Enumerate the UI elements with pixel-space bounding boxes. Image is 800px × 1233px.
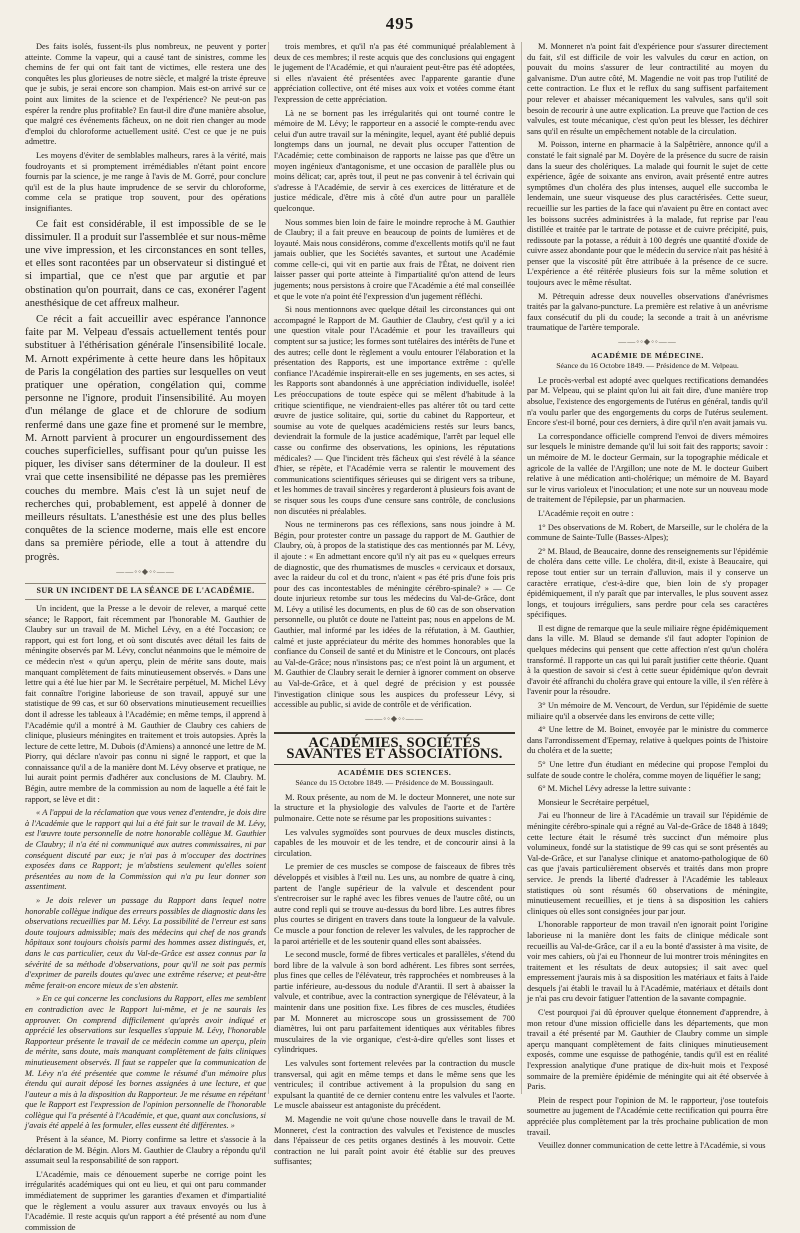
paragraph: Des faits isolés, fussent-ils plus nombreux, ne peuvent y porter atteinte. Comme la vapeur, qui a causé tant de sinistres, comme les chemins de fer qui ont fait tant de victimes, elle restera une des conquêtes les plus glorieuses de notre siècle, et malgré la triste épreuve que je subis, je serai encore son champion. Mais est-on arrivé sur ce point aux limites de la science et de l'expérience? Ne peut-on pas espérer la rendre plus profitable? En faut-il dire d'une manière absolue, que malgré ces événements fâcheux, on ne doit rien changer au mode d'emploi du chloroforme actuellement usité. C'est ce que je ne puis admettre. [25,42,266,147]
paragraph: Plein de respect pour l'opinion de M. le rapporteur, j'ose toutefois soumettre au jugement de l'Académie cette rectification qui pourra être appréciée plus complètement par la très prochaine publication de mon travail. [527,1095,768,1137]
ornamental-divider: ——◦◦◆◦◦—— [618,337,677,347]
paragraph: L'Académie reçoit en outre : [538,508,634,518]
paragraph: 6° M. Michel Lévy adresse la lettre suivante : [538,784,691,794]
section-heading: SUR UN INCIDENT DE LA SÉANCE DE L'ACADÉMIE. [25,583,266,600]
subsection-heading: ACADÉMIE DES SCIENCES. [337,767,452,777]
column-left [25,42,266,1232]
section-title: ACADÉMIES, SOCIÉTÉS SAVANTES ET ASSOCIATIONS. [274,732,515,764]
paragraph: Ce récit a fait accueillir avec espérance l'annonce faite par M. Velpeau d'essais actuellement tentés pour substituer à l'éthérisation générale l'insensibilité locale. M. Arnott expérimente à cette heure dans les hôpitaux de Paris la congélation des parties sur lesquelles on veut pratiquer une opération, congélation qui, comme personne ne l'ignore, produit l'insensibilité. Au moyen d'un mélange de glace et de chlorure de sodium renfermé dans une gaze fine et promené sur le membre, M. Arnott parvient à procurer un engourdissement des couches superficielles, suffisant pour qu'un puisse les piquer, les diviser sans déterminer de la douleur. Il est vrai que cette insensibilité ne dépasse pas les premières couches du membre. Mais c'est là un sujet neuf de recherches qui, probablement, est appelé à donner de meilleurs résultats. L'anesthésie est une des plus belles conquêtes de la science moderne, mais elle est encore dans sa première période, elle a tout à attendre du progrès. [25,313,266,563]
paragraph: Un incident, que la Presse a le devoir de relever, a marqué cette séance; le Rapport, fait récemment par l'honorable M. Gauthier de Claubry sur un travail de M. Michel Lévy, en a été l'occasion; ce rapport, qui est fort long, et où sont discutés avec détail les faits de méningite observés par M. Lévy, conclut néanmoins que le mémoire de ce médecin n'est « qu'un aperçu, plein de mérite sans doute, mais manquant complètement de faits minutieusement observés. » Dans une lettre qui a été lue hier par M. le Secrétaire perpétuel, M. Michel Lévy fait connaître l'origine laborieuse de son travail, appuyé sur une statistique de 99 cas, et sur 60 observations minutieusement recueillies dont il adresse les tableaux à l'Académie; en même temps, il apprend à l'Académie qu'il a montré à M. Gauthier de Claubry ces cahiers de clinique, plusieurs méningites en traitement et trois autopsies. Après la lecture de cette lettre, M. Dubois (d'Amiens) a annoncé une lettre de M. Piorry, qui déclare n'avoir pas connu ni signé le rapport, et que la connaissance qu'il a de la manière dont M. Lévy observe et pratique, ne lui aurait point permis d'adhérer aux conclusions de M. Claubry. M. Bégin, autre membre de la commission au nom de laquelle a été fait le rapport, se lève et dit : [25,603,266,804]
paragraph: Il est digne de remarque que la seule miliaire règne épidémiquement dans la ville. M. Blaud se demande s'il faut adopter l'opinion de quelques médecins qui pensent que cette affection n'est qu'un choléra transformé. Il rapporte un cas qui lui paraît justifier cette théorie. Quant à la question de savoir si c'est à cette sueur épidémique qu'on devrait d'avoir été affranchi du choléra grave qui entoure la ville, il s'en réfère à l'avenir pour la résoudre. [527,623,768,697]
column-right [527,42,768,1151]
paragraph: C'est pourquoi j'ai dû éprouver quelque étonnement d'apprendre, à mon retour d'une mission officielle dans les départements, que mon travail a été présenté par M. Gauthier de Claubry comme un simple aperçu manquant complètement de faits cliniques minutieusement exposés, comme une esquisse de pathogénie, tandis qu'il est en réalité l'expression analytique d'une pratique de dix-huit mois et l'exposé sommaire de la première épidémie de méningite qui ait été observée à Paris. [527,1008,768,1092]
paragraph: Le premier de ces muscles se compose de faisceaux de fibres très développés et visibles à l'œil nu. Les uns, au nombre de quatre à cinq, partent de l'angle supérieur de la valvule et descendent pour s'entrecroiser sur le raphé avec les fibres venues de l'autre côté, ou un autre cond repli qui se trouve au-dessus du bord libre. Les autres fibres plus courtes se dirigent en travers dans toute la longueur de la valvule. Ce muscle a pour fonction de relever les valvules, de les rapprocher de la paroi artérielle et de les soutenir quand elles sont abaissées. [274,862,515,946]
session-line: Séance du 16 Octobre 1849. — Présidence de M. Velpeau. [556,361,739,371]
ornamental-divider: ——◦◦◆◦◦—— [365,713,424,723]
paragraph: Nous sommes bien loin de faire le moindre reproche à M. Gauthier de Claubry; il a fait preuve en beaucoup de points de lumières et de loyauté. Mais nous considérons, comme d'excellents motifs qu'il ne faut jamais oublier, que les Sociétés savantes, et surtout une Académie comme celle-ci, qui vit en partie aux frais de l'État, ne doivent rien laisser passer qui porte atteinte à l'impartialité qu'on attend de leurs jugements; nous persistons à croire que l'Académie a été mal conseillée et que le vote n'a point été l'expression d'un jugement réfléchi. [274,217,515,301]
paragraph: L'honorable rapporteur de mon travail n'en ignorait point l'origine laborieuse ni la manière dont les faits de clinique médicale sont recueillis au Val-de-Grâce, car il a eu la bonté d'assister à ma visite, de voir mes cahiers, où j'ai eu l'honneur de lui montrer trois méningites en traitement et les résultats de deux autopsies; il sait avec quel empressement j'aurais mis à sa disposition les matériaux et faits à l'aide desquels j'ai établi le travail lu à l'Académie, matériaux et détails dont je n'ai pas cru devoir fatiguer l'attention de la savante compagnie. [527,920,768,1004]
paragraph: 1° Des observations de M. Robert, de Marseille, sur le choléra de la commune de Sainte-Tulle (Basses-Alpes); [527,522,768,543]
paragraph: 3° Un mémoire de M. Vencourt, de Verdun, sur l'épidémie de suette miliaire qu'il a observée dans les environs de cette ville; [527,701,768,721]
paragraph: » Je dois relever un passage du Rapport dans lequel notre honorable collègue indique des erreurs possibles de diagnostic dans les observations recueillies par M. Lévy. La possibilité de l'erreur est sans doute toujours admissible; mais des médecins qui chef de nos grands hôpitaux sont toujours choisis parmi des hommes assez distingués, et, dans le cas particulier, ceux du Val-de-Grâce est assez connus par la sévérité de sa méthode d'observations, pour qu'il ne soit pas permis d'exprimer de pareils doutes qu'avec une extrême réserve; et peut-être même ferait-on encore mieux de s'en abstenir. [25,896,266,990]
paragraph: L'Académie, mais ce dénouement superbe ne corrige point les irrégularités académiques qui ont eu lieu, et qui ont paru commander immédiatement de supprimer les garanties d'examen et d'impartialité que le règlement a voulu assurer aux travaux envoyés ou lus à l'Académie. Il reste acquis qu'un rapport a été présenté au nom d'une commission de [25,1169,266,1232]
paragraph: La correspondance officielle comprend l'envoi de divers mémoires sur lesquels le ministre demande qu'il lui soit fait des rapports; savoir : un mémoire de M. le docteur Germain, sur la topographie médicale et agricole de la vallée de l'Argillon; une note de M. le docteur Guibert relative à une médication anti-cholérique; un mémoire de M. Bayard sur le virus varioleux et l'inoculation; et une note sur un nouveau mode de traitement de l'épilepsie, par un pharmacien. [527,431,768,505]
paragraph: 5° Une lettre d'un étudiant en médecine qui propose l'emploi du sulfate de soude contre le choléra, comme moyen de liquéfier le sang; [527,760,768,780]
paragraph: trois membres, et qu'il n'a pas été communiqué préalablement à deux de ces membres; il reste acquis que des conclusions qui engagent le jugement de l'Académie, et qui n'auraient peut-être pas été adoptées, si elles n'avaient été présentées avec l'apparente garantie d'une appréciation collective, ont été mises aux voix et votées comme étant l'expression de cette appréciation. [274,42,515,104]
paragraph: Nous ne terminerons pas ces réflexions, sans nous joindre à M. Bégin, pour protester contre un passage du rapport de M. Gauthier de Claubry, où, à propos de la statistique des cas mentionnés par M. Lévy, il ajoute : « En admettant encore qu'il n'y ait pas eu « quelques erreurs de diagnostic, que des rhumatismes de muscles « cervicaux et dorsaux, avec la raideur du col et du tronc, n'aient « pas été pris d'une fois pris pour des cas incontestables de méningite cérébro-spinale? » — Ce doute injurieux retombe sur tous les médecins du Val-de-Grâce, dont M. Lévy a utilisé les documents, en plus de 60 cas de son observation personnelle, ou plutôt ce doute ne l'atteint pas; nous en appelons de M. Gauthier, mal informé par les idées de la réfutation, à M. Gauthier, calmé et juste appréciateur du mérite des hommes honorables que la confiance du Conseil de santé et du Ministre et le Concours, ont placés au Val-de-Grâce; nous n'insistons pas; ce n'est point là un argument, et M. Gauthier de Claubry serait le dernier à ignorer comment on observe au Val-de-Grâce, et à quel degré de précision y est poussée l'investigation clinique sous les auspices du professeur Lévy, si accessible au public, si avide de contrôle et de vérification. [274,520,515,710]
paragraph: Les valvules sygmoïdes sont pourvues de deux muscles distincts, capables de les mouvoir et de les tendre, et de concourir ainsi à la circulation. [274,827,515,858]
paragraph: Le second muscle, formé de fibres verticales et parallèles, s'étend du bord libre de la valvule à son bord adhérent. Les fibres sont serrées, plus fines que celles de l'élévateur, très rapprochées et nombreuses à la partie inférieure, au-dessous du nodule d'Arantii. Il sert à abaisser la valvule, et contribue, avec la contraction synergique de l'élévateur, à la maintenir dans une position fixe. Les fibres de ces muscles, étudiées par M. Monneret au microscope sous un grossissement de 700 diamètres, lui ont paru parfaitement identiques aux véritables fibres musculaires de la vie organique, c'est-à-dire qu'elles sont lisses et cylindriques. [274,950,515,1055]
paragraph: Si nous mentionnons avec quelque détail les circonstances qui ont accompagné le Rapport de M. Gauthier de Claubry, c'est qu'il y a ici une question vitale pour l'Académie et pour les travailleurs qui comptent sur sa justice; les formes sont tutélaires des intérêts de l'une et des autres; celle dont le règlement a voulu entourer l'élaboration et la présentation des Rapports, est une importance extrême : qu'elle confiance l'Académie inspirerait-elle en ses jugements, en ses actes, si les Rapports sont abandonnés à une appréciation individuelle, isolée! Les préoccupations de toute espèce qui se mêlent d'habitude à la critique scientifique, ne viendraient-elles pas altérer tôt ou tard cette œuvre de justice solitaire, qui, sortie du cabinet du Rapporteur, et soumise au vote de quelques académiciens restés sur leurs bancs, deviendrait la formule de la justice académique, l'arrêt par lequel elle casse ou confirme des observations, les opinions, les réputations médicales? — Que l'incident très fâcheux qui s'est révélé à la séance d'hier, se répète, et l'Académie verra se ralentir le mouvement des communications scientifiques sérieuses qui se dirigent vers sa tribune, et les hommes de travail sincères y regarderont à plusieurs fois avant de se risquer sous les coups d'une censure sans contrôle, de conclusions non discutées ni préalables. [274,305,515,516]
paragraph: M. Roux présente, au nom de M. le docteur Monneret, une note sur la structure et la physiologie des valvules de l'aorte et de l'artère pulmonaire. Cette note se résume par les propositions suivantes : [274,792,515,823]
paragraph: » En ce qui concerne les conclusions du Rapport, elles me semblent en contradiction avec le Rapport lui-même, et je ne saurais les approuver. On comprend difficilement qu'après avoir indiqué et apprécié les observations sur lesquelles s'appuie M. Lévy, l'honorable Rapporteur présente le travail de ce médecin comme un aperçu, plein de mérite, sans doute, mais manquant complètement de faits cliniques minutieusement observés. Il faut se rappeler que la communication de M. Lévy n'a été présentée que comme le résumé d'un mémoire plus étendu qui aurait déposé les bornes assignées à une lecture, et que l'auteur a mis à la disposition du Rapporteur. Je me résume en répétant que le Rapport est l'expression de l'opinion personnelle de l'honorable collègue qui l'a présenté à l'Académie, et que, quant aux conclusions, si j'avais été appelé à les formuler, elles eussent été différentes. » [25,994,266,1131]
paragraph: M. Monneret n'a point fait d'expérience pour s'assurer directement du fait, s'il est difficile de voir les valvules du cœur en action, on pouvait du moins s'assurer de leur contractilité au moyen du galvanisme. D'un autre côté, M. Magendie ne voit pas trop l'utilité de cette contraction. Le flux et le reflux du sang suffisent parfaitement pour relever et abaisser mécaniquement les valvules, sans qu'il soit besoin de recourir à une autre explication. La preuve que l'action de ces valvules, est toute mécanique, c'est qu'on peut les blesser, les déchirer sans qu'il en résulte un empêchement notable de la circulation. [527,42,768,136]
column-rule [521,42,522,1094]
paragraph: Monsieur le Secrétaire perpétuel, [538,797,650,807]
paragraph: Le procès-verbal est adopté avec quelques rectifications demandées par M. Velpeau, qui se plaint qu'on lui ait fait dire, d'une manière trop absolue, l'existence des engorgements de l'utérus en général, tandis qu'il n'a voulu parler que des engorgements du corps de l'utérus seulement. Encore s'est-il borné, pour ces derniers, à dire qu'il n'en avait jamais vu. [527,375,768,428]
paragraph: « A l'appui de la réclamation que vous venez d'entendre, je dois dire à l'Académie que le rapport qui lui a été fait sur le travail de M. Lévy, est l'œuvre toute personnelle de notre honorable collègue M. Gauthier de Claubry; il n'a été ni communiqué aux autres commissaires, ni par conséquent discuté par eux; je n'ai pas à m'occuper des doctrines exposées dans ce Rapport; je m'abstiens seulement qu'elles soient présentées au nom de la Commission qui n'a pu leur donner son assentiment. [25,808,266,892]
paragraph: 4° Une lettre de M. Boinet, envoyée par le ministre du commerce dans l'arrondissement d'Epernay, relative à quelques points de l'histoire du choléra et de la suette; [527,725,768,756]
paragraph: Présent à la séance, M. Piorry confirme sa lettre et s'associe à la déclaration de M. Bégin. Alors M. Gauthier de Claubry a répondu qu'il assumait seul la responsabilité de son rapport. [25,1135,266,1166]
paragraph: Là ne se bornent pas les irrégularités qui ont tourné contre le mémoire de M. Lévy; le rapporteur en a associé le compte-rendu avec celui d'un autre travail sur la méningite, lequel, ayant été publié depuis longtemps dans un journal, ne devait plus occuper l'attention de l'Académie; cette combinaison de rapports ne laisse pas que d'être un moyen ingénieux d'antagonisme, et une occasion de parallèle plus ou moins délicat; car, après tout, il peut ne pas convenir à tel écrivain qui s'adresse à l'Académie, de servir à ces exercices de littérature et de justice médicale, d'être mis à côté d'un autre pour un parallèle quelconque. [274,108,515,213]
paragraph: M. Pétrequin adresse deux nouvelles observations d'anévrismes traités par la galvano-puncture. La première est relative à un anévrisme faux consécutif du pli du coude; la seconde a trait à un anévrisme traumatique de l'artère temporale. [527,291,768,333]
paragraph: Les moyens d'éviter de semblables malheurs, rares à la vérité, mais foudroyants et si promptement irrémédiables n'étant point encore fournis par la science, je me range à l'avis de M. Gorré, pour conclure qu'il est de la plus haute imprudence de se servir du chloroforme, comme cela se pratique trop souvent, pour des opérations insignifiantes. [25,150,266,213]
paragraph: Les valvules sont fortement relevées par la contraction du muscle transversal, qui agit en même temps et dans le même sens que les ventricules; il contribue activement à la propulsion du sang en expulsant la quantité de ce dernier contenu entre les valvules et l'aorte. Le muscle abaisseur est antagoniste du précédent. [274,1059,515,1111]
session-line: Séance du 15 Octobre 1849. — Présidence de M. Boussingault. [295,778,494,788]
paragraph: J'ai eu l'honneur de lire à l'Académie un travail sur l'épidémie de méningite cérébro-spinale qui a régné au Val-de-Grâce de 1848 à 1849; cette lecture était le résumé très succinct d'un mémoire plus volumineux, fondé sur la statistique de 99 cas qui se sont présentés au Val-de-Grâce, et sur l'analyse clinique et anatomo-pathologique de 60 cas que j'avais particulièrement observés et traités dans mon propre service. Je prends la liberté d'adresser à l'Académie les tableaux statistiques où sont résumés 60 observations de méningite, minutieusement recueillies, et je tiens à sa disposition les cahiers cliniques où elles sont consignées jour par jour. [527,811,768,916]
ornamental-divider: ——◦◦◆◦◦—— [116,566,175,576]
column-middle [274,42,515,1167]
paragraph: 2° M. Blaud, de Beaucaire, donne des renseignements sur l'épidémie de choléra dans cette ville. Le choléra, dit-il, existe à Beaucaire, qui repose tout entier sur un terrain d'alluvion, mais il y conserve un caractère erratique, c'est-à-dire que, bien loin de s'y propager épidémiquement, il n'y paraît que par intervalles, le plus souvent assez longs, et toujours irréguliers, sans perdre pour cela ses caractères spécifiques. [527,546,768,620]
paragraph: Veuillez donner communication de cette lettre à l'Académie, si vous [538,1141,766,1151]
page-number: 495 [385,14,415,33]
section-heading: ACADÉMIE DE MÉDECINE. [591,350,704,360]
paragraph: Ce fait est considérable, il est impossible de se le dissimuler. Il a produit sur l'assemblée et sur nous-même une vive impression, et les circonstances en sont telles, et elles sont racontées par un observateur si distingué et si impartial, que ce n'est que par argutie et par obstination qu'on pourrait, dans ce cas, exonérer l'agent anesthésique de cet affreux malheur. [25,218,266,309]
paragraph: M. Magendie ne voit qu'une chose nouvelle dans le travail de M. Monneret, c'est la contraction des valvules et l'existence de muscles dans l'épaisseur de ces petits organes destinés à les mouvoir. Cette contraction ne lui paraît point avoir été établie sur des preuves suffisantes; [274,1115,515,1167]
column-rule [268,42,269,1094]
paragraph: M. Poisson, interne en pharmacie à la Salpêtrière, annonce qu'il a constaté le fait signalé par M. Doyère de la présence du sucre de raisin dans la sueur des cholériques. La malade qui fournit le sujet de cette expérience, âgée de soixante ans environ, avait présenté entre autres symptômes d'un choléra des plus intenses, auquel elle succomba le lendemain, une sueur visqueuse des plus caractérisées. Cette sueur, recueillie sur les parties de la face qui n'avaient pu être en contact avec les boissons sucrées administrées à la malade, fut reprise par l'eau distillée et traitée par le tartrate de potasse et de cuivre précipité, puis, redissoute par la potasse, a réduit à 100 degrés une quantité d'oxide de cuivre assez abondante pour que le médecin du service n'ait pas hésité à penser que la viscosité pût être attribuée à la présence de ce sucre. L'expérience a été réitérée plusieurs fois sur la même solution et toujours avec le même résultat. [527,140,768,288]
